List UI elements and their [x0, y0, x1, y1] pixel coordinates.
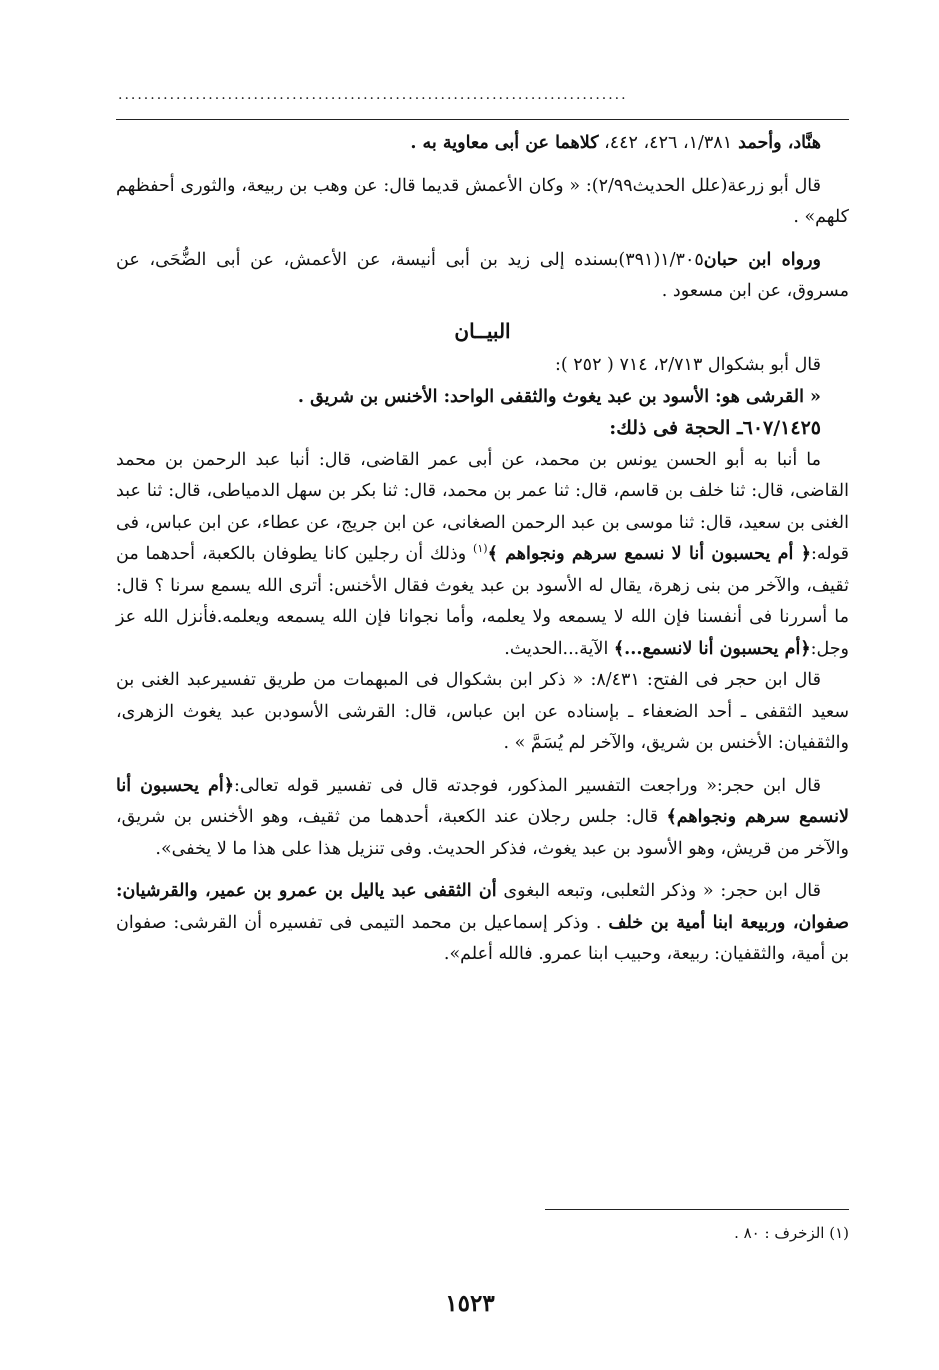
text-segment: قال أبو بشكوال ٢/٧١٣، ٧١٤ ( ٢٥٢ ): — [554, 355, 821, 375]
text-segment: ﴿أم يحسبون أنا لانسمع سرهم ونجواهم﴾ — [116, 775, 849, 827]
paragraph — [116, 382, 849, 414]
text-segment: « القرشى هو: الأسود بن عبد يغوث والثقفى الواحد: الأخنس بن شريق . — [297, 386, 821, 407]
paragraph — [116, 413, 849, 445]
text-segment: قال أبو زرعة(علل الحديث٢/٩٩): « وكان الأعمش قديما قال: عن وهب بن ربيعة، والثورى أحفظهم كلهم» . — [116, 175, 849, 227]
text-segment: البيــان — [454, 318, 511, 343]
text-segment: ١/٣٨١، ٤٢٦، ٤٤٢، — [598, 133, 733, 153]
text-segment: ﴿أم يحسبون أنا لانسمع...﴾ — [613, 638, 811, 659]
paragraph — [116, 876, 849, 971]
paragraph — [116, 771, 849, 866]
paragraph — [116, 665, 849, 760]
page-number: ١٥٢٣ — [445, 1290, 495, 1317]
text-segment: الآية...الحديث. — [504, 638, 614, 659]
paragraph — [116, 128, 849, 160]
text-segment: ورواه ابن حبان — [703, 249, 821, 270]
paragraph — [116, 350, 849, 382]
section-heading — [116, 316, 849, 348]
text-segment: ١/٣٠٥(٣٩١)بسنده إلى زيد بن أبى أنيسة، عن الأعمش، عن أبى الضُّحَى، عن مسروق، عن ابن مسعود . — [116, 249, 849, 301]
footnote: (١) الزخرف : ٨٠ . — [734, 1224, 849, 1242]
text-segment: ﴿ أم يحسبون أنا لا نسمع سرهم ونجواهم ﴾ — [487, 544, 811, 564]
paragraph — [116, 445, 849, 666]
text-segment: . وذكر إسماعيل بن محمد التيمى فى تفسيره أن القرشى: صفوان بن أمية، والثقفيان: ربيعة، وحبيب ابنا عمرو. فالله أعلم». — [116, 912, 849, 964]
text-segment: ما أنبا به أبو الحسن يونس بن محمد، عن أبى عمر القاضى، قال: أنبا عبد الرحمن بن محمد القاضى، قال: ثنا خلف بن قاسم، قال: ثنا عمر بن محمد، قال: ثنا بكر بن سهل الدمياطى، قال: ثنا عبد الغنى بن سعيد، قال: ثنا موسى بن عبد الرحمن الصغانى، عن ابن جريج، عن عطاء، عن ابن عباس، فى قوله: — [116, 449, 849, 564]
footnote-marker: (١) — [473, 542, 488, 556]
text-segment: أن الثقفى عبد ياليل بن عمرو بن عمير، والقرشيان: صفوان، وربيعة ابنا أمية بن خلف — [116, 881, 849, 933]
header-dotted-rule: ............................................................................... — [118, 88, 628, 102]
text-segment: قال: جلس رجلان عند الكعبة، أحدهما من ثقيف، وهو الأخنس بن شريق، والآخر من قريش، وهو الأسود بن عبد يغوث، فذكر الحديث. وفى تنزيل هذا على هذا ما لا يخفى». — [116, 807, 849, 859]
text-segment: وذلك أن رجلين كانا يطوفان بالكعبة، أحدهما من ثقيف، والآخر من بنى زهرة، يقال له الأسود بن عبد يغوث فقال الأخنس: أترى الله يسمع سرنا ؟ قال: ما أسررنا فى أنفسنا فإن الله لا يسمعه ولا يعلمه، وأما نجوانا فإن الله يسمعه ويعلمه.فأنزل الله عز وجل: — [116, 544, 849, 659]
text-segment: كلاهما عن أبى معاوية به . — [410, 133, 599, 153]
text-segment: هنَّاد، — [781, 133, 821, 153]
text-segment: قال ابن حجر فى الفتح: ٨/٤٣١: « ذكر ابن بشكوال فى المبهمات من طريق تفسيرعبد الغنى بن سعيد الثقفى ـ أحد الضعفاء ـ بإسناده عن ابن عباس، قال: القرشى الأسودبن عبد يغوث الزهرى، والثقفيان: الأخنس بن شريق، والآخر لم يُسَمَّ » . — [116, 670, 849, 753]
paragraph — [116, 245, 849, 308]
text-segment: وأحمد — [732, 133, 782, 153]
main-text — [116, 128, 849, 971]
text-segment: قال ابن حجر:« وراجعت التفسير المذكور، فوجدته قال فى تفسير قوله تعالى: — [233, 775, 821, 796]
text-segment: قال ابن حجر: « وذكر الثعلبى، وتبعه البغوى — [496, 881, 821, 901]
footnote-rule — [545, 1209, 849, 1210]
paragraph — [116, 171, 849, 234]
header-rule — [116, 119, 849, 120]
text-segment: ٦٠٧/١٤٢٥ـ الحجة فى ذلك: — [609, 417, 821, 439]
